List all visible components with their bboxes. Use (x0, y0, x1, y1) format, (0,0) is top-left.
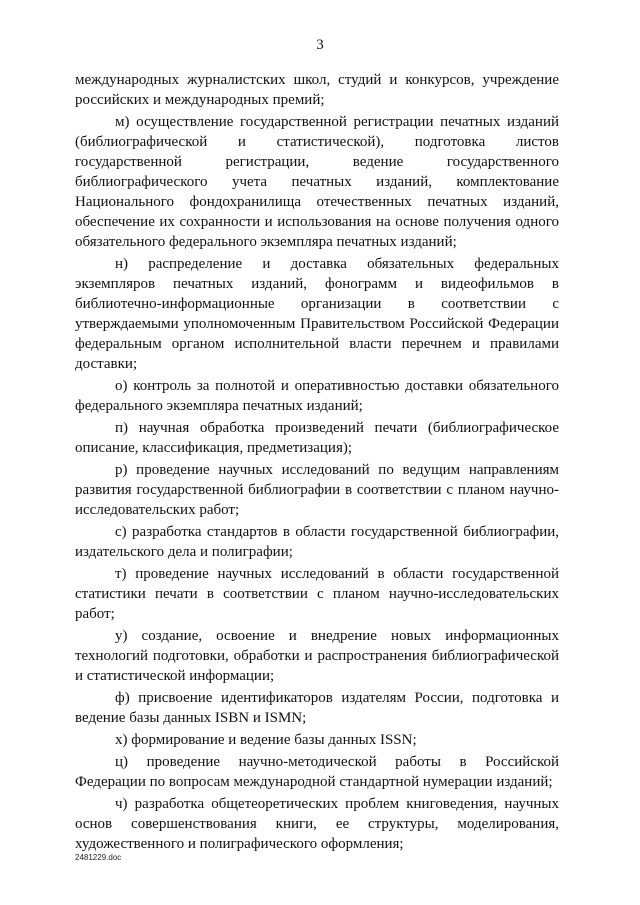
paragraph-item-u: у) создание, освоение и внедрение новых информационных технологий подготовки, обработки и распространения библиографической и статистической информации; (75, 628, 559, 684)
paragraph-item-n: н) распределение и доставка обязательных федеральных экземпляров печатных изданий, фонограмм и видеофильмов в библиотечно-информационные организации в соответствии с утверждаемыми уполномоченным Правительством Российской Федерации федеральным органом исполнительной власти перечнем и правилами доставки; (75, 256, 559, 372)
page-number: 3 (316, 37, 324, 53)
paragraph-item-kh: х) формирование и ведение базы данных ISSN; (115, 732, 417, 748)
paragraph-item-s: с) разработка стандартов в области государственной библиографии, издательского дела и полиграфии; (75, 524, 559, 560)
paragraph-item-m: м) осуществление государственной регистрации печатных изданий (библиографической и статистической), подготовка листов государственной регистрации, ведение государственного библиографического учета печатных изданий, комплектование Национального фондохранилища отечественных печатных изданий, обеспечение их сохранности и использования на основе получения одного обязательного федерального экземпляра печатных изданий; (75, 114, 559, 250)
paragraph-item-r: р) проведение научных исследований по ведущим направлениям развития государственной библиографии в соответствии с планом научно-исследовательских работ; (75, 462, 559, 518)
paragraph-item-f: ф) присвоение идентификаторов издателям России, подготовка и ведение базы данных ISBN и ISMN; (75, 690, 559, 726)
paragraph-item-ch: ч) разработка общетеоретических проблем книговедения, научных основ совершенствования книги, ее структуры, моделирования, художественного и полиграфического оформления; (75, 796, 559, 852)
paragraph-item-ts: ц) проведение научно-методической работы в Российской Федерации по вопросам международной стандартной нумерации изданий; (75, 754, 559, 790)
paragraph-continuation: международных журналистских школ, студий и конкурсов, учреждение российских и международных премий; (75, 72, 559, 108)
paragraph-item-p: п) научная обработка произведений печати (библиографическое описание, классификация, предметизация); (75, 420, 559, 456)
paragraph-item-o: о) контроль за полнотой и оперативностью доставки обязательного федерального экземпляра печатных изданий; (75, 378, 559, 414)
paragraph-item-t: т) проведение научных исследований в области государственной статистики печати в соответствии с планом научно-исследовательских работ; (75, 566, 559, 622)
footer-document-filename: 2481229.doc (75, 853, 122, 862)
document-body (75, 70, 559, 856)
